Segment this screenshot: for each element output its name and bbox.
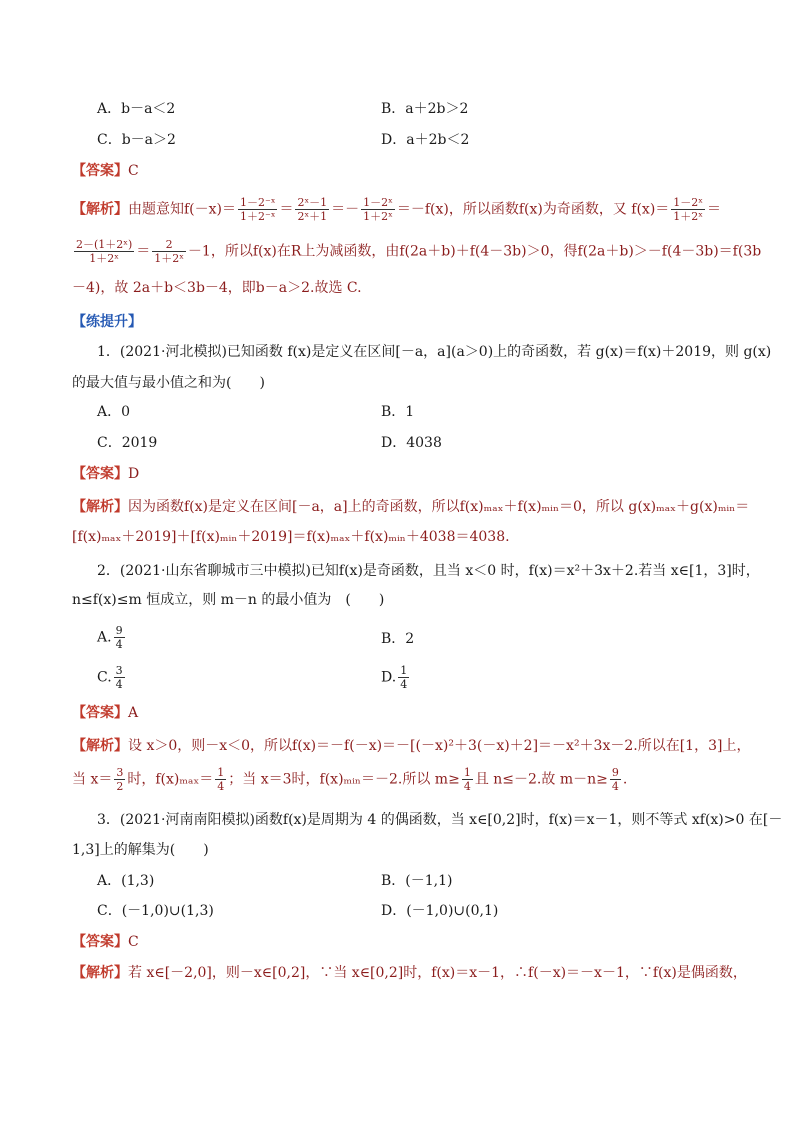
fraction: $\frac{\text{1－2ˣ}}{\text{1＋2ˣ}}$ xyxy=(363,196,393,223)
analysis-line-1: 【解析】由题意知f(－x)＝ $\frac{\text{1－2⁻ˣ}}{\text{1＋2⁻ˣ}}$ ＝ $\frac{\text{2ˣ－1}}{\text{2ˣ＋1}}$ ＝－ $\frac{\text{1－2ˣ}}{\text{1＋2ˣ}}$ ＝－f(x)，所以函数f(x)为奇函数，又 f(x)＝ $\frac{\text{1－2ˣ}}{\text{1＋2ˣ}}$ ＝ xyxy=(72,196,721,223)
q2-stem-line-2: n≤f(x)≤m 恒成立，则 m－n 的最小值为 ( ) xyxy=(72,592,385,608)
fraction: $\frac{\text{2－(1＋2ˣ)}}{\text{1＋2ˣ}}$ xyxy=(76,238,133,265)
fraction: $\frac{3}{4}$ xyxy=(115,664,123,691)
q2-analysis-line-1: 【解析】设 x＞0，则－x＜0，所以f(x)＝－f(－x)＝－[(－x)²＋3(－x)＋2]＝－x²＋3x－2.所以在[1，3]上， xyxy=(72,738,751,754)
q1-option-b: B．1 xyxy=(381,404,415,420)
q1-option-d: D．4038 xyxy=(381,435,442,451)
q2-analysis-line-2: 当 x＝ $\frac{3}{2}$ 时，f(x)ₘₐₓ＝ $\frac{1}{4}$ ；当 x＝3时，f(x)ₘᵢₙ＝－2.所以 m≥ $\frac{1}{4}$ 且 n≤－2.故 m－n≥ $\frac{9}{4}$ . xyxy=(72,766,628,793)
fraction: $\frac{\text{2ˣ－1}}{\text{2ˣ＋1}}$ xyxy=(297,196,328,223)
q2-answer-line: 【答案】A xyxy=(72,705,139,721)
q3-option-b: B．(－1,1) xyxy=(381,873,453,889)
fraction: $\frac{1}{4}$ xyxy=(463,766,471,793)
answer-line xyxy=(72,160,722,182)
q1-analysis-line-1: 【解析】因为函数f(x)是定义在区间[－a，a]上的奇函数，所以f(x)ₘₐₓ＋f(x)ₘᵢₙ＝0，所以 g(x)ₘₐₓ＋g(x)ₘᵢₙ＝ xyxy=(72,499,750,515)
q2-option-c: C. $\frac{3}{4}$ xyxy=(97,664,123,691)
q1-answer-line: 【答案】D xyxy=(72,466,140,482)
q2-option-b: B．2 xyxy=(381,631,415,647)
q3-option-c: C．(－1,0)∪(1,3) xyxy=(97,903,214,919)
practice-heading: 【练提升】 xyxy=(72,314,142,330)
analysis-line-3: －4)，故 2a＋b＜3b－4，即b－a＞2.故选 C. xyxy=(72,280,362,296)
q1-stem-line-1: 1．(2021·河北模拟)已知函数 f(x)是定义在区间[－a，a](a＞0)上的奇函数，若 g(x)＝f(x)＋2019，则 g(x) xyxy=(97,344,772,360)
fraction: $\frac{1}{4}$ xyxy=(217,766,225,793)
fraction: $\frac{1}{4}$ xyxy=(400,664,408,691)
option-d: D．a＋2b＜2 xyxy=(381,132,470,148)
q2-option-a: A. $\frac{9}{4}$ xyxy=(97,624,123,651)
fraction: $\frac{9}{4}$ xyxy=(611,766,619,793)
q3-analysis-line-1: 【解析】若 x∈[－2,0]，则－x∈[0,2]，∵当 x∈[0,2]时，f(x)＝x－1，∴f(－x)＝－x－1，∵f(x)是偶函数， xyxy=(72,965,747,981)
q1-analysis-line-2: [f(x)ₘₐₓ＋2019]＋[f(x)ₘᵢₙ＋2019]＝f(x)ₘₐₓ＋f(x)ₘᵢₙ＋4038＝4038. xyxy=(72,529,510,545)
q1-stem-line-2: 的最大值与最小值之和为( ) xyxy=(72,375,265,391)
q3-stem-line-2: 1,3]上的解集为( ) xyxy=(72,842,209,858)
option-b: B．a＋2b＞2 xyxy=(381,101,469,117)
fraction: $\frac{\text{1－2⁻ˣ}}{\text{1＋2⁻ˣ}}$ xyxy=(240,196,276,223)
analysis-tag: 【解析】 xyxy=(72,201,128,218)
q3-answer-line: 【答案】C xyxy=(72,934,139,950)
q3-option-a: A．(1,3) xyxy=(97,873,155,889)
answer-value: C xyxy=(128,163,139,179)
q3-stem-line-1: 3．(2021·河南南阳模拟)函数f(x)是周期为 4 的偶函数，当 x∈[0,2]时，f(x)＝x－1，则不等式 xf(x)>0 在[－ xyxy=(97,812,783,828)
option-c: C．b－a＞2 xyxy=(97,132,176,148)
q3-option-d: D．(－1,0)∪(0,1) xyxy=(381,903,499,919)
fraction: $\frac{3}{2}$ xyxy=(116,766,124,793)
fraction: $\frac{\text{1－2ˣ}}{\text{1＋2ˣ}}$ xyxy=(673,196,703,223)
fraction: $\frac{2}{\text{1＋2ˣ}}$ xyxy=(154,238,184,265)
q1-option-c: C．2019 xyxy=(97,435,158,451)
analysis-line-2: $\frac{\text{2－(1＋2ˣ)}}{\text{1＋2ˣ}}$ ＝ $\frac{2}{\text{1＋2ˣ}}$ －1，所以f(x)在R上为减函数，由f(2a＋b)＋f(4－3b)＞0，得f(2a＋b)＞－f(4－3b)＝f(3b xyxy=(76,238,762,265)
q1-option-a: A．0 xyxy=(97,404,131,420)
q2-option-d: D. $\frac{1}{4}$ xyxy=(381,664,408,691)
q2-stem-line-1: 2．(2021·山东省聊城市三中模拟)已知f(x)是奇函数，且当 x＜0 时，f(x)＝x²＋3x＋2.若当 x∈[1，3]时， xyxy=(97,563,760,579)
option-a: A．b－a＜2 xyxy=(97,101,176,117)
answer-tag: 【答案】 xyxy=(72,163,128,179)
fraction: $\frac{9}{4}$ xyxy=(115,624,123,651)
